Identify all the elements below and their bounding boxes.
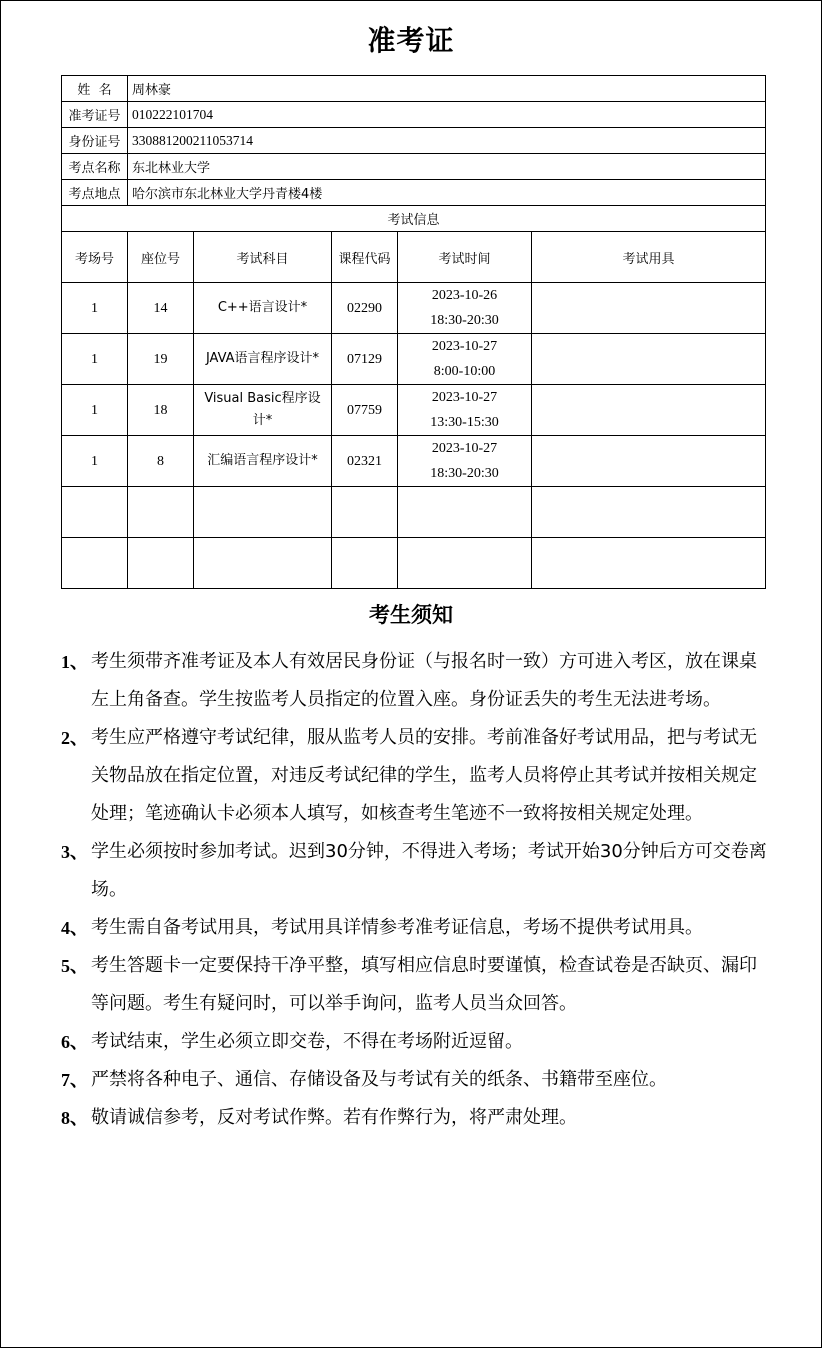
exam-seat: 8: [128, 436, 194, 487]
exam-time: 13:30-15:30: [430, 415, 499, 430]
header-room: 考场号: [62, 232, 128, 283]
exam-row-empty: [62, 538, 766, 589]
header-time: 考试时间: [398, 232, 532, 283]
id-value: 330881200211053714: [128, 128, 766, 154]
notice-item: [61, 643, 767, 719]
exam-seat: 19: [128, 334, 194, 385]
header-seat: 座位号: [128, 232, 194, 283]
notice-number: 2、: [61, 728, 88, 748]
notice-number: 1、: [61, 652, 88, 672]
info-row-site-addr: [62, 180, 766, 206]
notice-number: 3、: [61, 842, 88, 862]
exam-row-empty: [62, 487, 766, 538]
notice-text: 考生应严格遵守考试纪律，服从监考人员的安排。考前准备好考试用品，把与考试无关物品放在指定位置，对违反考试纪律的学生，监考人员将停止其考试并按相关规定处理；笔迹确认卡必须本人填写，如核查考生笔迹不一致将按相关规定处理。: [91, 727, 757, 824]
notice-text: 考生须带齐准考证及本人有效居民身份证（与报名时一致）方可进入考区，放在课桌左上角备查。学生按监考人员指定的位置入座。身份证丢失的考生无法进考场。: [91, 651, 757, 710]
exam-subject: 汇编语言程序设计*: [194, 436, 332, 487]
info-row-id: [62, 128, 766, 154]
notice-item: [61, 947, 767, 1023]
exam-row: [62, 334, 766, 385]
notice-text: 考试结束，学生必须立即交卷，不得在考场附近逗留。: [91, 1031, 523, 1052]
exam-code: 02321: [332, 436, 398, 487]
exam-date: 2023-10-27: [431, 441, 498, 456]
exam-tools: [532, 283, 766, 334]
header-subject: 考试科目: [194, 232, 332, 283]
exam-room: 1: [62, 283, 128, 334]
notice-number: 7、: [61, 1070, 88, 1090]
notice-item: [61, 1023, 767, 1061]
notice-item: [61, 909, 767, 947]
exam-date: 2023-10-26: [431, 288, 498, 303]
exam-subject: C++语言设计*: [194, 283, 332, 334]
notice-item: [61, 833, 767, 909]
header-tools: 考试用具: [532, 232, 766, 283]
ticket-value: 010222101704: [128, 102, 766, 128]
info-row-name: [62, 76, 766, 102]
exam-code: 02290: [332, 283, 398, 334]
exam-row: [62, 436, 766, 487]
notice-text: 考生需自备考试用具，考试用具详情参考准考证信息，考场不提供考试用具。: [91, 917, 703, 938]
site-name-label: 考点名称: [62, 154, 128, 180]
notice-list: [61, 643, 767, 1137]
exam-date: 2023-10-27: [431, 339, 498, 354]
exam-code: 07759: [332, 385, 398, 436]
ticket-label: 准考证号: [62, 102, 128, 128]
notice-number: 4、: [61, 918, 88, 938]
exam-subject: Visual Basic程序设计*: [194, 385, 332, 436]
exam-room: 1: [62, 385, 128, 436]
site-addr-label: 考点地点: [62, 180, 128, 206]
site-name-value: 东北林业大学: [128, 154, 766, 180]
admission-ticket-table: [61, 75, 766, 589]
info-row-ticket: [62, 102, 766, 128]
exam-tools: [532, 334, 766, 385]
exam-time: 8:00-10:00: [433, 364, 496, 379]
exam-tools: [532, 385, 766, 436]
exam-seat: 14: [128, 283, 194, 334]
exam-time: 18:30-20:30: [430, 466, 499, 481]
site-addr-value: 哈尔滨市东北林业大学丹青楼4楼: [128, 180, 766, 206]
exam-code: 07129: [332, 334, 398, 385]
notice-text: 敬请诚信参考，反对考试作弊。若有作弊行为，将严肃处理。: [91, 1107, 577, 1128]
exam-time-cell: [398, 385, 532, 436]
info-row-site-name: [62, 154, 766, 180]
header-code: 课程代码: [332, 232, 398, 283]
exam-time-cell: [398, 283, 532, 334]
id-label: 身份证号: [62, 128, 128, 154]
exam-time: 18:30-20:30: [430, 313, 499, 328]
exam-seat: 18: [128, 385, 194, 436]
name-label: 姓 名: [62, 76, 128, 102]
exam-section-title: 考试信息: [62, 206, 766, 232]
exam-row: [62, 385, 766, 436]
exam-time-cell: [398, 436, 532, 487]
exam-time-cell: [398, 334, 532, 385]
notice-number: 6、: [61, 1032, 88, 1052]
notice-item: [61, 1099, 767, 1137]
exam-room: 1: [62, 334, 128, 385]
name-value: 周林豪: [128, 76, 766, 102]
notice-item: [61, 1061, 767, 1099]
notice-title: 考生须知: [369, 603, 453, 627]
exam-room: 1: [62, 436, 128, 487]
notice-text: 严禁将各种电子、通信、存储设备及与考试有关的纸条、书籍带至座位。: [91, 1069, 667, 1090]
notice-item: [61, 719, 767, 833]
exam-subject: JAVA语言程序设计*: [194, 334, 332, 385]
exam-row: [62, 283, 766, 334]
notice-text: 学生必须按时参加考试。迟到30分钟，不得进入考场；考试开始30分钟后方可交卷离场。: [91, 841, 767, 900]
exam-tools: [532, 436, 766, 487]
notice-number: 5、: [61, 956, 88, 976]
exam-header-row: [62, 232, 766, 283]
notice-text: 考生答题卡一定要保持干净平整，填写相应信息时要谨慎，检查试卷是否缺页、漏印等问题。考生有疑问时，可以举手询问，监考人员当众回答。: [91, 955, 757, 1014]
exam-date: 2023-10-27: [431, 390, 498, 405]
notice-number: 8、: [61, 1108, 88, 1128]
page-title: 准考证: [367, 24, 455, 57]
